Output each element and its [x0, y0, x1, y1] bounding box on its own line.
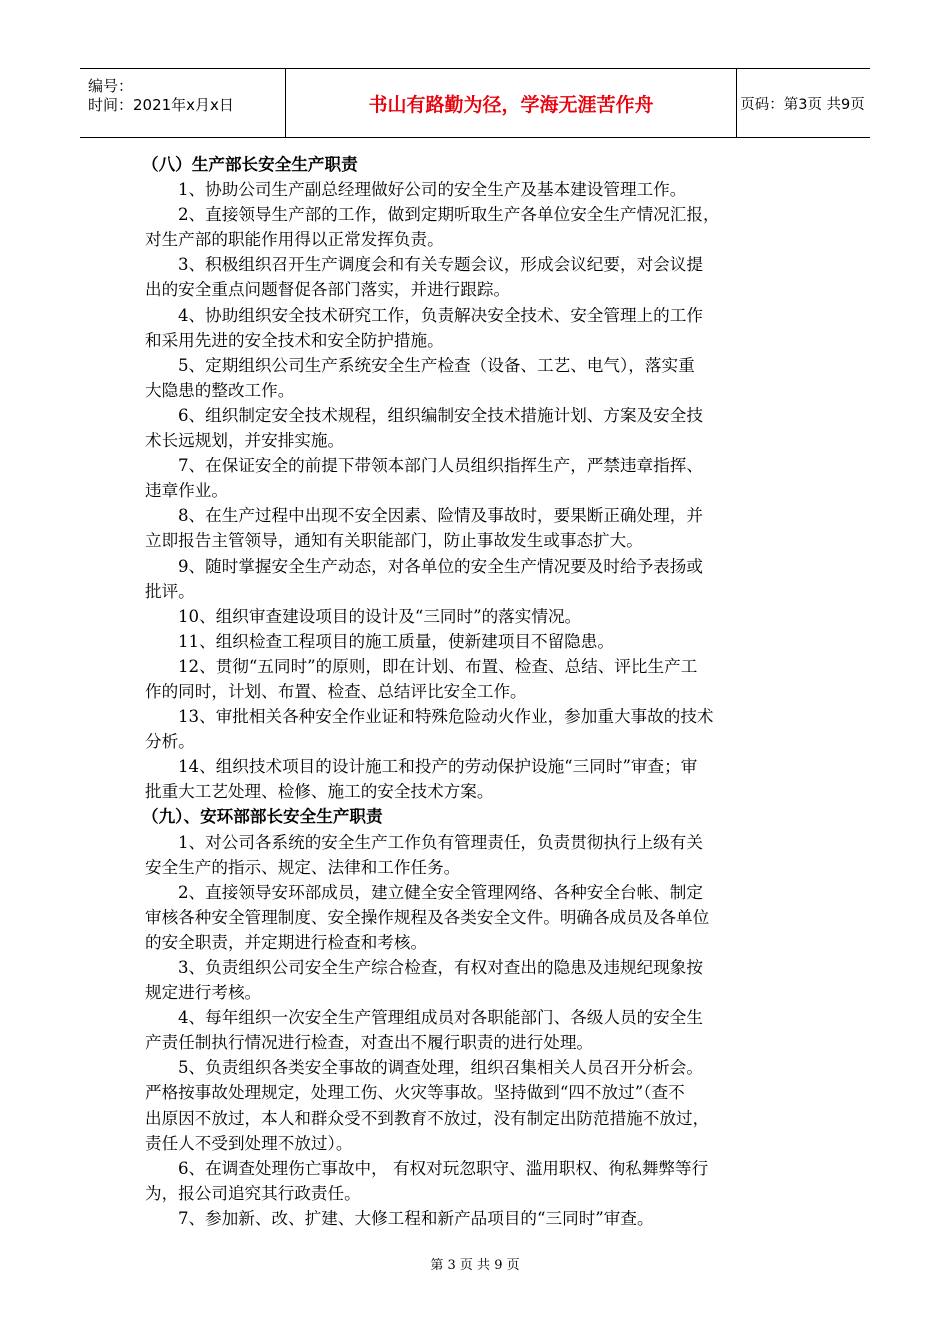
section-heading: （九）、安环部部长安全生产职责 — [142, 807, 383, 827]
text-line: 12、贯彻“五同时”的原则，即在计划、布置、检查、总结、评比生产工 — [178, 656, 698, 676]
text-line: 6、在调查处理伤亡事故中， 有权对玩忽职守、滥用职权、徇私舞弊等行 — [178, 1158, 709, 1178]
text-line: 术长远规划，并安排实施。 — [145, 431, 345, 451]
text-line: 10、组织审查建设项目的设计及“三同时”的落实情况。 — [178, 606, 582, 626]
text-line: 违章作业。 — [145, 481, 228, 501]
text-line: 和采用先进的安全技术和安全防护措施。 — [145, 330, 444, 350]
text-line: 2、直接领导生产部的工作，做到定期听取生产各单位安全生产情况汇报， — [178, 205, 720, 225]
text-line: 7、在保证安全的前提下带领本部门人员组织指挥生产，严禁违章指挥、 — [178, 456, 703, 476]
document-number-label: 编号： — [88, 77, 134, 95]
text-line: 4、协助组织安全技术研究工作，负责解决安全技术、安全管理上的工作 — [178, 305, 703, 325]
text-line: 1、协助公司生产副总经理做好公司的安全生产及基本建设管理工作。 — [178, 180, 687, 200]
text-line: 大隐患的整改工作。 — [145, 380, 295, 400]
page-footer: 第 3 页 共 9 页 — [430, 1258, 520, 1273]
text-line: 严格按事故处理规定，处理工伤、火灾等事故。坚持做到“四不放过”（查不 — [145, 1083, 685, 1103]
text-line: 对生产部的职能作用得以正常发挥负责。 — [145, 230, 444, 250]
text-line: 分析。 — [145, 732, 195, 752]
text-line: 批评。 — [145, 581, 195, 601]
document-date-label: 时间：2021年x月x日 — [88, 96, 234, 114]
text-line: 3、负责组织公司安全生产综合检查，有权对查出的隐患及违规纪现象按 — [178, 958, 703, 977]
text-line: 出原因不放过，本人和群众受不到教育不放过，没有制定出防范措施不放过， — [145, 1108, 710, 1128]
text-line: 7、参加新、改、扩建、大修工程和新产品项目的“三同时”审查。 — [178, 1208, 654, 1228]
text-line: 3、积极组织召开生产调度会和有关专题会议，形成会议纪要，对会议提 — [178, 255, 703, 275]
page-header — [80, 68, 870, 138]
text-line: 9、随时掌握安全生产动态，对各单位的安全生产情况要及时给予表扬或 — [178, 556, 703, 576]
text-line: 安全生产的指示、规定、法律和工作任务。 — [145, 857, 461, 877]
text-line: 出的安全重点问题督促各部门落实，并进行跟踪。 — [145, 280, 511, 300]
text-line: 为，报公司追究其行政责任。 — [145, 1183, 361, 1203]
text-line: 4、每年组织一次安全生产管理组成员对各职能部门、各级人员的安全生 — [178, 1008, 703, 1028]
text-line: 产责任制执行情况进行检查，对查出不履行职责的进行处理。 — [145, 1033, 594, 1053]
text-line: 的安全职责，并定期进行检查和考核。 — [145, 932, 428, 952]
document-body — [142, 152, 807, 1231]
text-line: 责任人不受到处理不放过）。 — [145, 1133, 353, 1153]
text-line: 规定进行考核。 — [145, 983, 262, 1003]
section-heading: （八）生产部长安全生产职责 — [142, 155, 358, 174]
text-line: 5、负责组织各类安全事故的调查处理，组织召集相关人员召开分析会。 — [178, 1058, 703, 1078]
header-page-number: 页码：第3页 共9页 — [740, 96, 865, 113]
text-line: 1、对公司各系统的安全生产工作负有管理责任，负责贯彻执行上级有关 — [178, 832, 703, 852]
text-line: 2、直接领导安环部成员，建立健全安全管理网络、各种安全台帐、制定 — [178, 882, 703, 902]
header-meta — [80, 69, 285, 137]
text-line: 14、组织技术项目的设计施工和投产的劳动保护设施“三同时”审查；审 — [178, 757, 698, 777]
text-line: 审核各种安全管理制度、安全操作规程及各类安全文件。明确各成员及各单位 — [145, 907, 710, 927]
text-line: 立即报告主管领导，通知有关职能部门，防止事故发生或事态扩大。 — [145, 531, 643, 551]
text-line: 批重大工艺处理、检修、施工的安全技术方案。 — [145, 782, 494, 802]
text-line: 作的同时，计划、布置、检查、总结评比安全工作。 — [145, 681, 527, 701]
text-line: 8、在生产过程中出现不安全因素、险情及事故时，要果断正确处理，并 — [178, 506, 703, 526]
text-line: 5、定期组织公司生产系统安全生产检查（设备、工艺、电气），落实重 — [178, 355, 695, 375]
text-line: 13、审批相关各种安全作业证和特殊危险动火作业，参加重大事故的技术 — [178, 707, 714, 727]
text-line: 6、组织制定安全技术规程，组织编制安全技术措施计划、方案及安全技 — [178, 405, 703, 425]
text-line: 11、组织检查工程项目的施工质量，使新建项目不留隐患。 — [178, 631, 614, 651]
header-motto: 书山有路勤为径，学海无涯苦作舟 — [285, 69, 737, 137]
